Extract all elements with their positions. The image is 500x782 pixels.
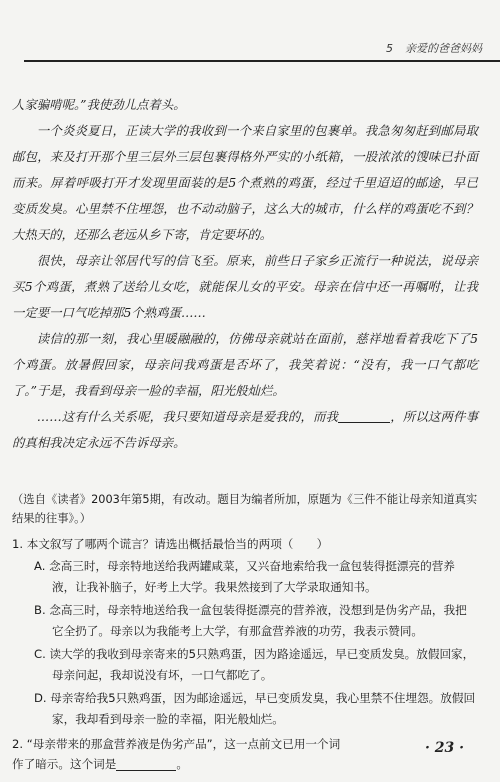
source-note: （选自《读者》2003年第5期，有改动。题目为编者所加，原题为《三件不能让母亲知道真实结果的往事》。） — [12, 493, 478, 525]
answer-blank[interactable] — [116, 757, 176, 771]
story-paragraph: 很快，母亲让邻居代写的信飞至。原来，前些日子家乡正流行一种说法，说母亲买5个鸡蛋，煮熟了送给儿女吃，就能保儿女的平安。母亲在信中还一再嘱咐，让我一定要一口气吃掉那5个熟鸡蛋…… — [12, 253, 478, 320]
story-text — [12, 92, 478, 456]
question-2-text: 2. “母亲带来的那盒营养液是伪劣产品”，这一点前文已用一个词作了暗示。这个词是 — [12, 737, 341, 771]
story-text-before-blank: ……这有什么关系呢，我只要知道母亲是爱我的，而我 — [36, 409, 339, 424]
header-chapter — [386, 40, 482, 56]
question-2-end: 。 — [176, 757, 188, 771]
story-text-after-blank: ，所以这两件事的真相我决定永远不告诉母亲。 — [12, 409, 479, 450]
chapter-title: 亲爱的爸爸妈妈 — [405, 42, 482, 55]
option-d[interactable]: D. 母亲寄给我5只熟鸡蛋，因为邮途遥远，早已变质发臭，我心里禁不住埋怨。放假回家，我却看到母亲一脸的幸福，阳光般灿烂。 — [34, 691, 476, 726]
story-paragraph: 人家骗啃呢。”我使劲儿点着头。 — [12, 97, 186, 112]
option-c[interactable]: C. 读大学的我收到母亲寄来的5只熟鸡蛋，因为路途遥远，早已变质发臭。放假回家，母亲问起，我却说没有坏，一口气都吃了。 — [34, 647, 475, 682]
question-2 — [12, 734, 350, 774]
story-paragraph-with-blank — [12, 404, 478, 456]
chapter-number: 5 — [386, 42, 393, 55]
option-b[interactable]: B. 念高三时，母亲特地送给我一盒包装得挺漂亮的营养液，没想到是伪劣产品，我把它全扔了。母亲以为我能考上大学，有那盒营养液的功劳，我表示赞同。 — [34, 603, 467, 638]
option-a[interactable]: A. 念高三时，母亲特地送给我两罐咸菜，又兴奋地索给我一盒包装得挺漂亮的营养液，让我补脑子，好考上大学。我果然接到了大学录取通知书。 — [34, 559, 455, 594]
story-paragraph: 读信的那一刻，我心里暖融融的，仿佛母亲就站在面前，慈祥地看着我吃下了5个鸡蛋。放暑假回家，母亲问我鸡蛋是否坏了，我笑着说：“没有，我一口气都吃了。”于是，我看到母亲一脸的幸福，阳光般灿烂。 — [12, 331, 478, 398]
story-paragraph: 一个炎炎夏日，正读大学的我收到一个来自家里的包裹单。我急匆匆赶到邮局取邮包，来及打开那个里三层外三层包裹得格外严实的小纸箱，一股浓浓的馊味已扑面而来。屏着呼吸打开才发现里面装的是5个煮熟的鸡蛋，经过千里迢迢的邮途，早已变质发臭。心里禁不住埋怨，也不动动脑子，这么大的城市，什么样的鸡蛋吃不到？大热天的，还那么老远从乡下寄，肯定要坏的。 — [12, 123, 478, 242]
fill-in-blank[interactable] — [338, 408, 390, 423]
page-number: · 23 · — [425, 740, 464, 756]
running-header — [24, 30, 500, 62]
question-1: 1. 本文叙写了哪两个谎言？请选出概括最恰当的两项（ ） — [12, 537, 329, 551]
